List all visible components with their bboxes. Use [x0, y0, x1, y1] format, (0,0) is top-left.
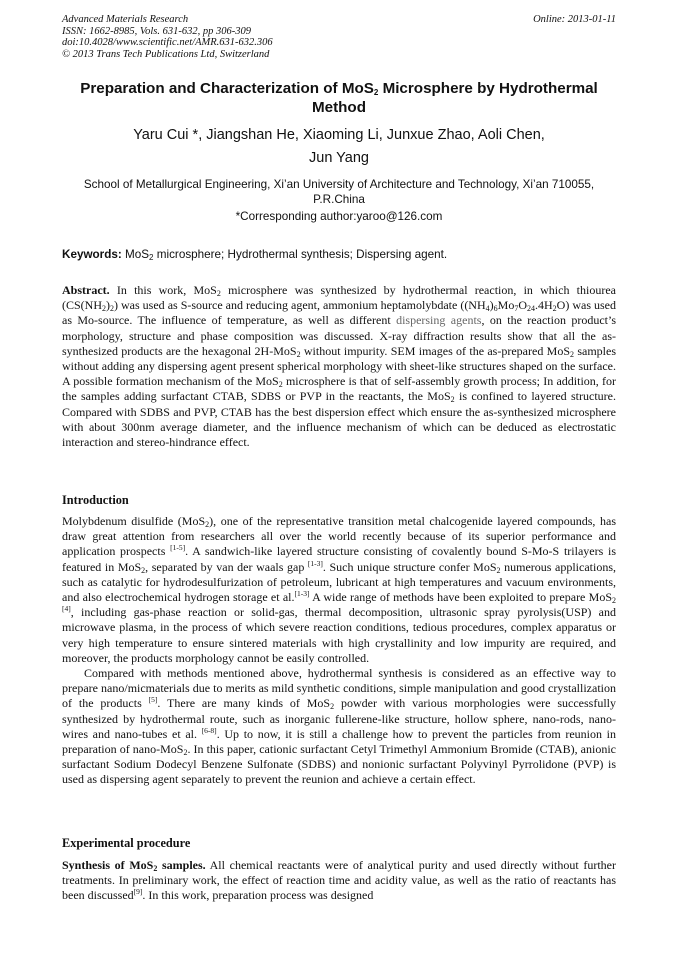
intro-paragraph-2: Compared with methods mentioned above, hydrothermal synthesis is considered as an effective way to prepare nano/micmaterials due to merits as mild synthetic conditions, simple manipulation and good crystallization of the products [5]. There are many kinds of MoS$_2$ powder with various morphologies were successfully synthesized by hydrothermal route, such as inorganic fullerene-like structure, hollow sphere, nano-rods, nano-wires and nano-tubes et al. [6-8]. Up to now, it is still a challenge how to prevent the particles from reunion in preparation of nano-MoS$_2$. In this paper, cationic surfactant Cetyl Trimethyl Ammonium Bromide (CTAB), anionic surfactant Sodium Dodecyl Benzene Sulfonate (SDBS) and nonionic surfactant Polyvinyl Pyrrolidone (PVP) is used as dispersing agent separately to prevent the reunion and achieve a certain effect.: [62, 666, 617, 787]
author-line-2: Jun Yang: [309, 150, 369, 166]
section-heading-introduction: Introduction: [62, 493, 129, 507]
abstract: Abstract. In this work, MoS$_2$ microsphere was synthesized by hydrothermal reaction, in which thiourea $(CS(NH_2)_2)$ was used as S-source and reducing agent, ammonium heptamolybdate $((NH_4)_6Mo_7O_{24}.4H_2O)$ was used as Mo-source. The influence of temperature, as well as different dispersing agents, on the reaction product’s morphology, structure and phase composition was discussed. X-ray diffraction results show that all the as-synthesized products are the hexagonal 2H-MoS$_2$ without impurity. SEM images of the as-prepared MoS$_2$ samples without adding any dispersing agent present spherical morphology with sheet-like structures shaped on the surface. A possible formation mechanism of the MoS$_2$ microsphere is that of self-assembly growth process; In addition, for the samples adding surfactant CTAB, SDBS or PVP in the reactants, the MoS$_2$ is confined to layered structure. Compared with SDBS and PVP, CTAB has the best dispersion effect which ensure the as-synthesized microsphere with about 300nm average diameter, and the influence mechanism of which can be deduced as electrostatic interaction and stereo-hindrance effect.: [62, 283, 617, 450]
online-date: Online: 2013-01-11: [533, 14, 616, 25]
corresponding-author: *Corresponding author:yaroo@126.com: [235, 210, 443, 223]
doi-line: doi:10.4028/www.scientific.net/AMR.631-632.306: [62, 37, 273, 49]
journal-name: Advanced Materials Research: [62, 14, 189, 25]
copyright-line: © 2013 Trans Tech Publications Ltd, Switzerland: [62, 48, 270, 60]
introduction-body: [62, 514, 616, 788]
synthesis-label: Synthesis of MoS$_2$ samples.: [62, 858, 206, 873]
issn-line: ISSN: 1662-8985, Vols. 631-632, pp 306-309: [62, 25, 251, 37]
section-heading-experimental: Experimental procedure: [62, 836, 191, 850]
paper-title: Preparation and Characterization of MoS$_2$ Microsphere by Hydrothermal Method: [80, 80, 598, 116]
synthesis-paragraph: Synthesis of MoS$_2$ samples. All chemical reactants were of analytical purity and used directly without further treatments. In preliminary work, the effect of reaction time and acidity value, as well as the ratio of reactants has been discussed[9]. In this work, preparation process was designed: [62, 858, 617, 903]
keywords: Keywords: MoS$_2$ microsphere; Hydrothermal synthesis; Dispersing agent.: [62, 248, 448, 262]
author-list: [62, 124, 616, 170]
abstract-label: Abstract.: [62, 283, 110, 297]
author-line-1: Yaru Cui *, Jiangshan He, Xiaoming Li, Junxue Zhao, Aoli Chen,: [133, 127, 545, 143]
affiliation: School of Metallurgical Engineering, Xi’an University of Architecture and Technology, Xi’an 710055, P.R.China: [83, 178, 595, 206]
intro-paragraph-1: Molybdenum disulfide (MoS$_2$), one of the representative transition metal chalcogenide layered compounds, has draw great attention from researchers all over the world recently because of its superior performance and application prospects [1-5]. A sandwich-like layered structure consisting of covalently bound S-Mo-S trilayers is featured in MoS$_2$, separated by van der waals gap [1-3]. Such unique structure confer MoS$_2$ numerous applications, such as catalytic for hydrodesulfurization of petroleum, lubricant at high temperatures and vacuum environments, and also electrochemical hydrogen storage et al.[1-3] A wide range of methods have been exploited to prepare MoS$_2$ [4], including gas-phase reaction or solid-gas, thermal decomposition, ultrasonic spray pyrolysis(USP) and microwave plasma, in the process of which severe reaction conditions, tedious procedures, complex apparatus or very high temperature to ensure sintered materials with high crystallinity and low impurity are required, and moreover, the products morphology cannot be easily controlled.: [62, 514, 617, 665]
page-header: [62, 14, 616, 60]
